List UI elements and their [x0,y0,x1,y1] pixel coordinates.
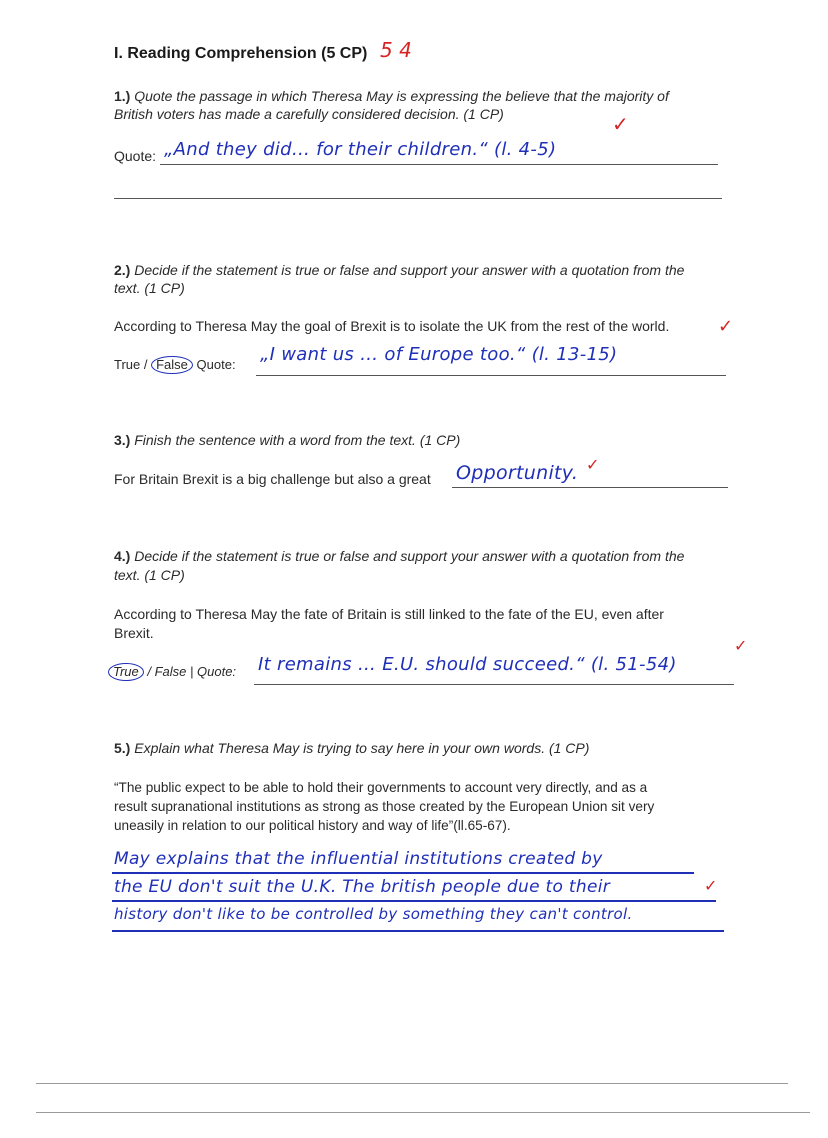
q5-answer-line2[interactable]: the EU don't suit the U.K. The british people due to their [114,877,611,897]
q3-sentence: For Britain Brexit is a big challenge but also a great [114,471,431,487]
q5-underline-1 [112,872,694,874]
q2-prompt-line2: text. (1 CP) [114,280,185,296]
q1-prompt-text: Quote the passage in which Theresa May is expressing the believe that the majority of [134,88,669,104]
q2-answer-line [256,375,726,376]
q2-quote-label: Quote: [196,357,236,372]
q1-prompt-line2: British voters has made a carefully considered decision. (1 CP) [114,106,504,122]
q5-number: 5.) [114,740,131,756]
q1-number: 1.) [114,88,131,104]
q4-number: 4.) [114,548,131,564]
q5-quote-line1: “The public expect to be able to hold their governments to account very directly, and as a [114,780,648,795]
q2-prompt-line1 [114,262,684,278]
blank-line-1 [36,1083,788,1084]
q5-answer-line3[interactable]: history don't like to be controlled by something they can't control. [114,905,633,923]
score-mark: 5 4 [380,38,412,62]
q5-underline-3 [112,930,724,932]
q4-prompt-line1 [114,548,684,564]
q5-answer-line1[interactable]: May explains that the influential institutions created by [114,849,603,869]
q1-answer-line [160,164,718,165]
q2-number: 2.) [114,262,131,278]
q5-quote-line3: uneasily in relation to our political history and way of life”(ll.65-67). [114,818,511,833]
q3-check-mark: ✓ [586,455,600,474]
q2-answer[interactable]: „I want us … of Europe too.“ (l. 13-15) [260,344,618,365]
q1-answer[interactable]: „And they did… for their children.“ (l. 4-5) [164,139,557,160]
q5-quote-line2: result supranational institutions as strong as those created by the European Union sit very [114,799,655,814]
q3-answer-line [452,487,728,488]
q4-false-quote-label: / False | Quote: [147,664,237,679]
section-title: I. Reading Comprehension (5 CP) [114,45,368,62]
q2-true-false [114,356,236,374]
q1-prompt-line1 [114,88,669,104]
q4-prompt-text: Decide if the statement is true or false and support your answer with a quotation from the [134,548,685,564]
q2-check-mark: ✓ [718,316,734,337]
q3-number: 3.) [114,432,131,448]
q4-true-option-circled[interactable]: True [108,663,144,681]
q4-statement-line2: Brexit. [114,625,154,641]
q4-statement-line1: According to Theresa May the fate of Britain is still linked to the fate of the EU, even after [114,606,664,622]
q1-blank-line [114,198,722,199]
q2-prompt-text: Decide if the statement is true or false and support your answer with a quotation from the [134,262,685,278]
q2-true-option[interactable]: True / [114,357,148,372]
q3-answer[interactable]: Opportunity. [456,462,579,484]
q2-statement: According to Theresa May the goal of Brexit is to isolate the UK from the rest of the world. [114,318,670,334]
q3-prompt-text: Finish the sentence with a word from the text. (1 CP) [134,432,461,448]
q2-false-option-circled[interactable]: False [151,356,193,374]
q4-prompt-line2: text. (1 CP) [114,567,185,583]
q3-prompt [114,432,460,448]
q4-check-mark: ✓ [734,636,748,655]
blank-line-2 [36,1112,810,1113]
q4-answer[interactable]: It remains … E.U. should succeed.“ (l. 51-54) [258,654,677,675]
q5-underline-2 [112,900,716,902]
q4-true-false [108,663,236,681]
q1-quote-label: Quote: [114,148,157,164]
q4-answer-line [254,684,734,685]
q5-prompt-text: Explain what Theresa May is trying to say here in your own words. (1 CP) [134,740,590,756]
q1-check-mark: ✓ [612,112,629,136]
q5-check-mark: ✓ [704,876,718,895]
q5-prompt [114,740,589,756]
